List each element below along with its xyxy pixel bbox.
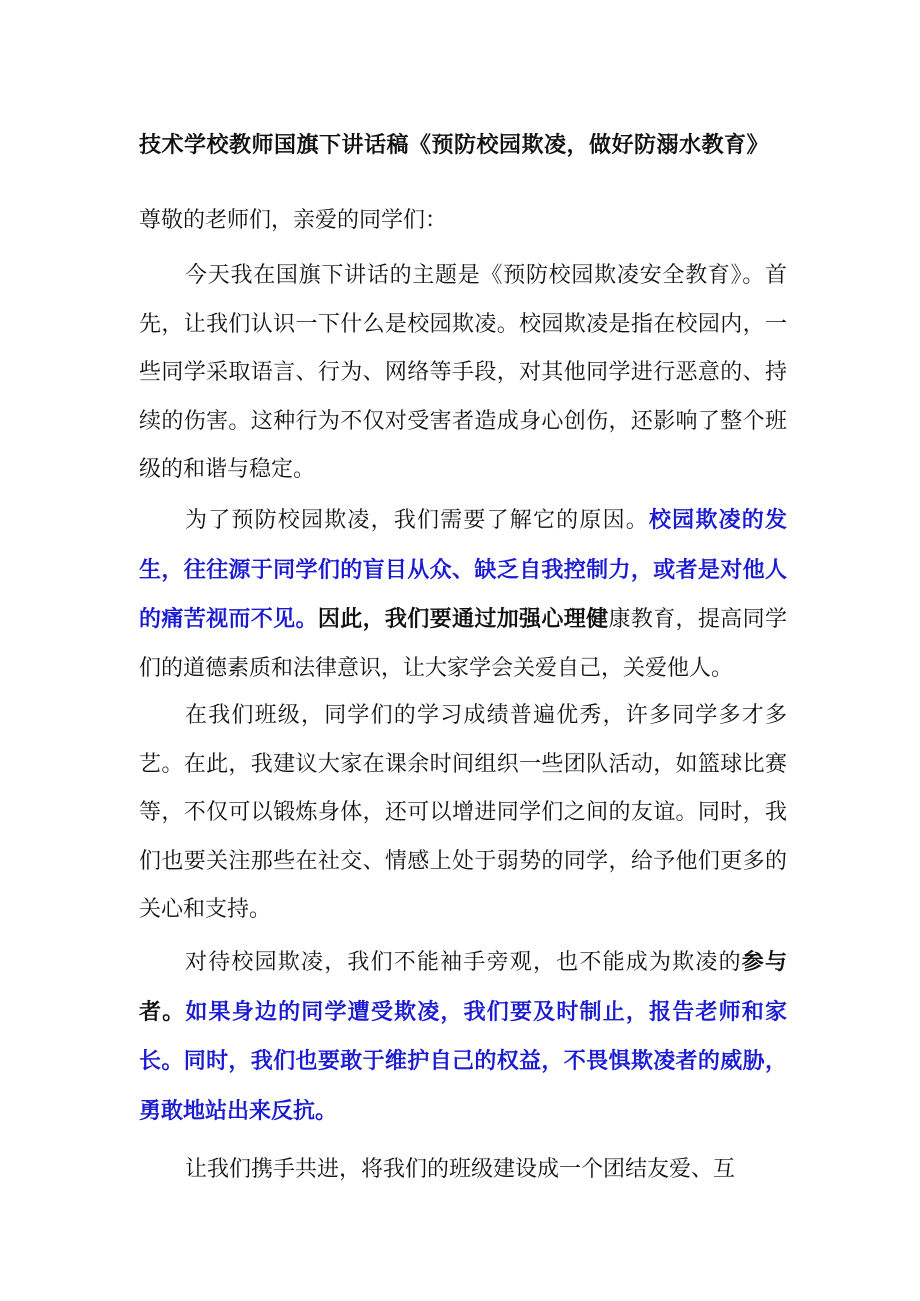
paragraph-5 bbox=[139, 1146, 787, 1195]
paragraph-3-text: 在我们班级，同学们的学习成绩普遍优秀，许多同学多才多艺。在此，我建议大家在课余时间组织一些团队活动，如篮球比赛等，不仅可以锻炼身体，还可以增进同学们之间的友谊。同时，我们也要关注那些在社交、情感上处于弱势的同学，给予他们更多的关心和支持。 bbox=[139, 703, 787, 923]
paragraph-4 bbox=[139, 938, 787, 1136]
document-title: 技术学校教师国旗下讲话稿《预防校园欺凌，做好防溺水教育》 bbox=[139, 132, 770, 158]
salutation: 尊敬的老师们，亲爱的同学们： bbox=[139, 208, 448, 233]
paragraph-5-text: 让我们携手共进，将我们的班级建设成一个团结友爱、互 bbox=[185, 1157, 736, 1182]
paragraph-3 bbox=[139, 692, 787, 935]
paragraph-2-text: 为了预防校园欺凌，我们需要了解它的原因。 bbox=[185, 508, 649, 533]
paragraph-1-text: 今天我在国旗下讲话的主题是《预防校园欺凌安全教育》。首先，让我们认识一下什么是校园欺凌。校园欺凌是指在校园内，一些同学采取语言、行为、网络等手段，对其他同学进行恶意的、持续的伤害。这种行为不仅对受害者造成身心创伤，还影响了整个班级的和谐与稳定。 bbox=[139, 263, 787, 483]
paragraph-4-blue-highlight: 如果身边的同学遭受欺凌，我们要及时制止，报告老师和家长。同时，我们也要敢于维护自己的权益，不畏惧欺凌者的威胁，勇敢地站出来反抗。 bbox=[139, 998, 787, 1124]
paragraph-4-text: 对待校园欺凌，我们不能袖手旁观，也不能成为欺凌的 bbox=[185, 950, 742, 975]
paragraph-2 bbox=[139, 496, 787, 693]
paragraph-4-bold-text: 参与者。 bbox=[139, 949, 787, 1025]
paragraph-2-blue-highlight: 校园欺凌的发生，往往源于同学们的盲目从众、缺乏自我控制力，或者是对他人的痛苦视而不见。 bbox=[139, 507, 787, 633]
paragraph-2-bold-text: 因此，我们要通过加强心理健 bbox=[317, 606, 609, 633]
paragraph-1 bbox=[139, 252, 787, 495]
paragraph-2-tail-text: 康教育，提高同学们的道德素质和法律意识，让大家学会关爱自己，关爱他人。 bbox=[139, 607, 787, 681]
